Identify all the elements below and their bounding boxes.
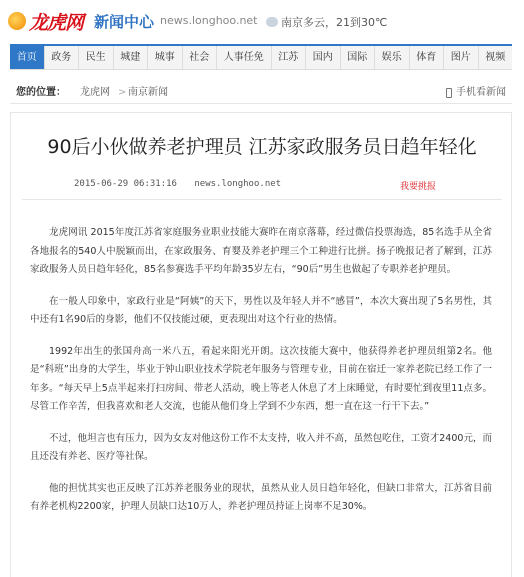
article-title: 90后小伙做养老护理员 江苏家政服务员日趋年轻化 [47,136,477,158]
nav-item[interactable]: 国际 [341,46,376,69]
breadcrumb-separator: > [118,87,127,98]
nav-item[interactable]: 人事任免 [217,46,272,69]
logo-text: 龙虎网 [29,11,84,34]
nav-item[interactable]: 娱乐 [375,46,410,69]
section-title[interactable]: 新闻中心 [94,13,155,31]
nav-item[interactable]: 视频 [485,52,506,63]
mobile-news-label: 手机看新闻 [456,87,506,98]
nav-item[interactable]: 城建 [114,46,149,69]
breadcrumb-current[interactable]: 南京新闻 [128,87,168,98]
nav-item[interactable]: 民生 [79,46,114,69]
nav-item[interactable]: 体育 [410,46,445,69]
nav-item[interactable]: 图片 [444,46,479,69]
nav-item[interactable]: 首页 [10,46,45,69]
nav-item[interactable]: 国内 [306,46,341,69]
nav-item[interactable]: 政务 [45,46,80,69]
cloud-icon [266,17,278,27]
title-divider [22,199,502,200]
logo-mark-icon [8,12,26,30]
site-url: news.longhoo.net [160,14,258,27]
site-header [0,0,524,44]
article-meta [74,179,281,189]
report-link[interactable]: 我要挑报 [400,182,437,192]
article-datetime: 2015-06-29 06:31:16 [74,179,177,189]
weather-widget [266,14,387,30]
nav-item[interactable]: 社会 [183,46,218,69]
article-paragraph: 1992年出生的张国舟高一米八五，看起来阳光开朗。这次技能大赛中，他获得养老护理员组第2名。他是“科班”出身的大学生，毕业于钟山职业技术学院老年服务与管理专业，目前在宿迁一家养老院已经工作了一年多。“每天早上5点半起来打扫房间、带老人活动，晚上等老人休息了才上床睡觉，有时要忙到夜里11点多。尽管工作辛苦，但我喜欢和老人交流，也能从他们身上学到不少东西，想一直在这一行干下去。” [30,345,492,412]
nav-item[interactable]: 城事 [148,46,183,69]
article-paragraph: 他的担忧其实也正反映了江苏养老服务业的现状，虽然从业人员日趋年轻化，但缺口非常大，江苏省目前有养老机构2200家，护理人员缺口达10万人，养老护理员持证上岗率不足30%。 [30,482,492,512]
phone-icon [446,88,452,98]
article-source: news.longhoo.net [194,179,282,189]
mobile-news-link[interactable] [446,82,506,104]
weather-text: 南京多云，21到30℃ [281,16,388,29]
site-logo[interactable] [8,6,83,36]
breadcrumb-home-link[interactable]: 龙虎网 [80,87,110,98]
article-paragraph: 不过，他坦言也有压力，因为女友对他这份工作不太支持，收入并不高，虽然包吃住，工资才2400元，而且还没有养老、医疗等社保。 [30,432,492,462]
main-nav [10,44,512,70]
nav-item[interactable]: 江苏 [272,46,307,69]
breadcrumb-label: 您的位置： [16,87,66,98]
article-paragraph: 龙虎网讯 2015年度江苏省家庭服务业职业技能大赛昨在南京落幕，经过微信投票海选，85名选手从全省各地报名的540人中脱颖而出，在家政服务、育婴及养老护理三个工种进行比拼。扬子晚报记者了解到，江苏家政服务人员日趋年轻化，85名参赛选手平均年龄35岁左右，“90后”男生也做起了专职养老护理员。 [30,227,492,275]
breadcrumb [10,82,512,104]
article-body [30,224,492,530]
article-paragraph: 在一般人印象中，家政行业是“阿姨”的天下，男性以及年轻人并不“感冒”，本次大赛出现了5名男性，其中还有1名90后的身影，他们不仅技能过硬，更表现出对这个行业的热情。 [30,295,492,325]
